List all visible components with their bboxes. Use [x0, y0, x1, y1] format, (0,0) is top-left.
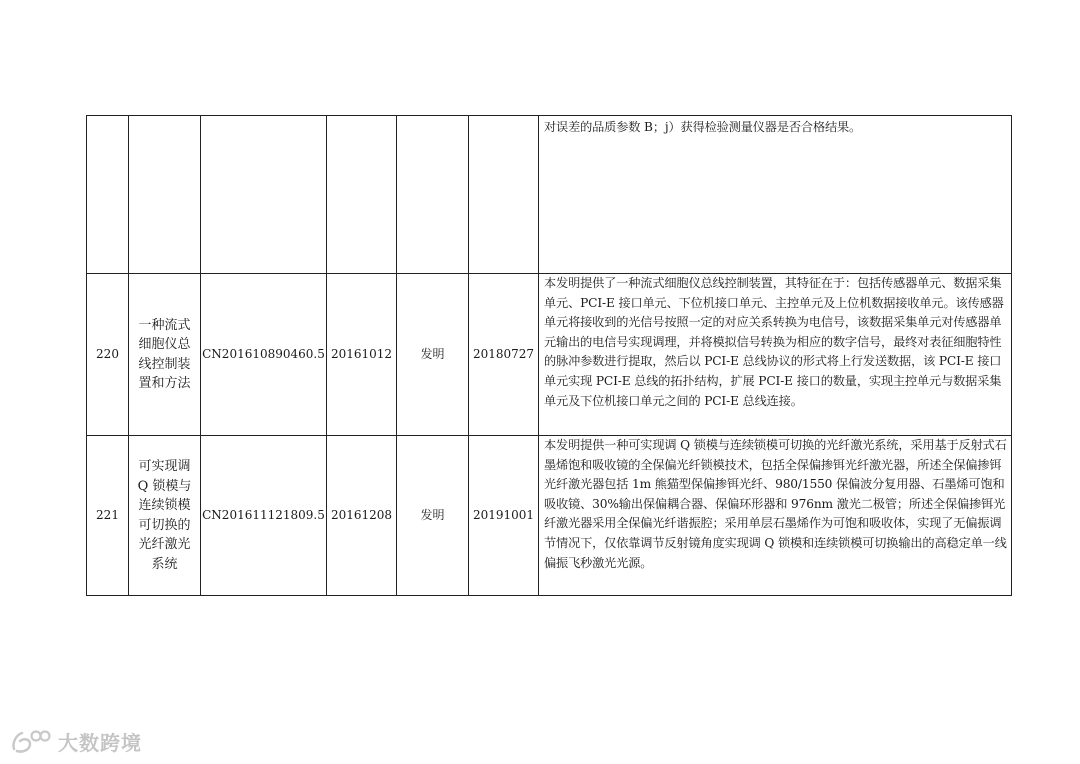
patent-type-cell: 发明: [397, 436, 469, 596]
grant-date-cell: 20191001: [469, 436, 539, 596]
grant-date-cell: 20180727: [469, 274, 539, 436]
patent-type-cell: [397, 116, 469, 274]
table-row: [87, 274, 1012, 436]
filing-date-cell: [327, 116, 397, 274]
abstract-cell: 本发明提供了一种流式细胞仪总线控制装置，其特征在于：包括传感器单元、数据采集单元、PCI-E 接口单元、下位机接口单元、主控单元及上位机数据接收单元。该传感器单元将接收到的光信号按照一定的对应关系转换为电信号，该数据采集单元对传感器单元输出的电信号实现调理，并将模拟信号转换为相应的数字信号，最终对表征细胞特性的脉冲参数进行提取，然后以 PCI-E 总线协议的形式将上行发送数据，该 PCI-E 接口单元实现 PCI-E 总线的拓扑结构，扩展 PCI-E 接口的数量，实现主控单元与数据采集单元及下位机接口单元之间的 PCI-E 总线连接。: [539, 274, 1012, 436]
patent-type-cell: 发明: [397, 274, 469, 436]
patent-table: [86, 115, 1012, 596]
patent-name-cell: [129, 116, 201, 274]
table-row: [87, 436, 1012, 596]
abstract-cell: 本发明提供一种可实现调 Q 锁模与连续锁模可切换的光纤激光系统，采用基于反射式石墨烯饱和吸收镜的全保偏光纤锁模技术，包括全保偏掺铒光纤激光器，所述全保偏掺铒光纤激光器包括 1m 熊猫型保偏掺铒光纤、980/1550 保偏波分复用器、石墨烯可饱和吸收镜、30%输出保偏耦合器、保偏环形器和 976nm 激光二极管；所述全保偏掺铒光纤激光器采用全保偏光纤谐振腔；采用单层石墨烯作为可饱和吸收体，实现了无偏振调节情况下，仅依靠调节反射镜角度实现调 Q 锁模和连续锁模可切换输出的高稳定单一线偏振飞秒激光光源。: [539, 436, 1012, 596]
watermark: [10, 726, 142, 756]
row-index-cell: [87, 116, 129, 274]
row-index-cell: 221: [87, 436, 129, 596]
watermark-text: 大数跨境: [58, 730, 142, 755]
weibo-style-logo-icon: [10, 727, 52, 755]
application-number-cell: CN201610890460.5: [201, 274, 327, 436]
application-number-cell: [201, 116, 327, 274]
filing-date-cell: 20161012: [327, 274, 397, 436]
filing-date-cell: 20161208: [327, 436, 397, 596]
patent-name-cell: 可实现调 Q 锁模与连续锁模可切换的光纤激光系统: [129, 436, 201, 596]
abstract-cell: 对误差的品质参数 B；j）获得检验测量仪器是否合格结果。: [539, 116, 1012, 274]
application-number-cell: CN201611121809.5: [201, 436, 327, 596]
table-row: [87, 116, 1012, 274]
row-index-cell: 220: [87, 274, 129, 436]
grant-date-cell: [469, 116, 539, 274]
patent-name-cell: 一种流式细胞仪总线控制装置和方法: [129, 274, 201, 436]
